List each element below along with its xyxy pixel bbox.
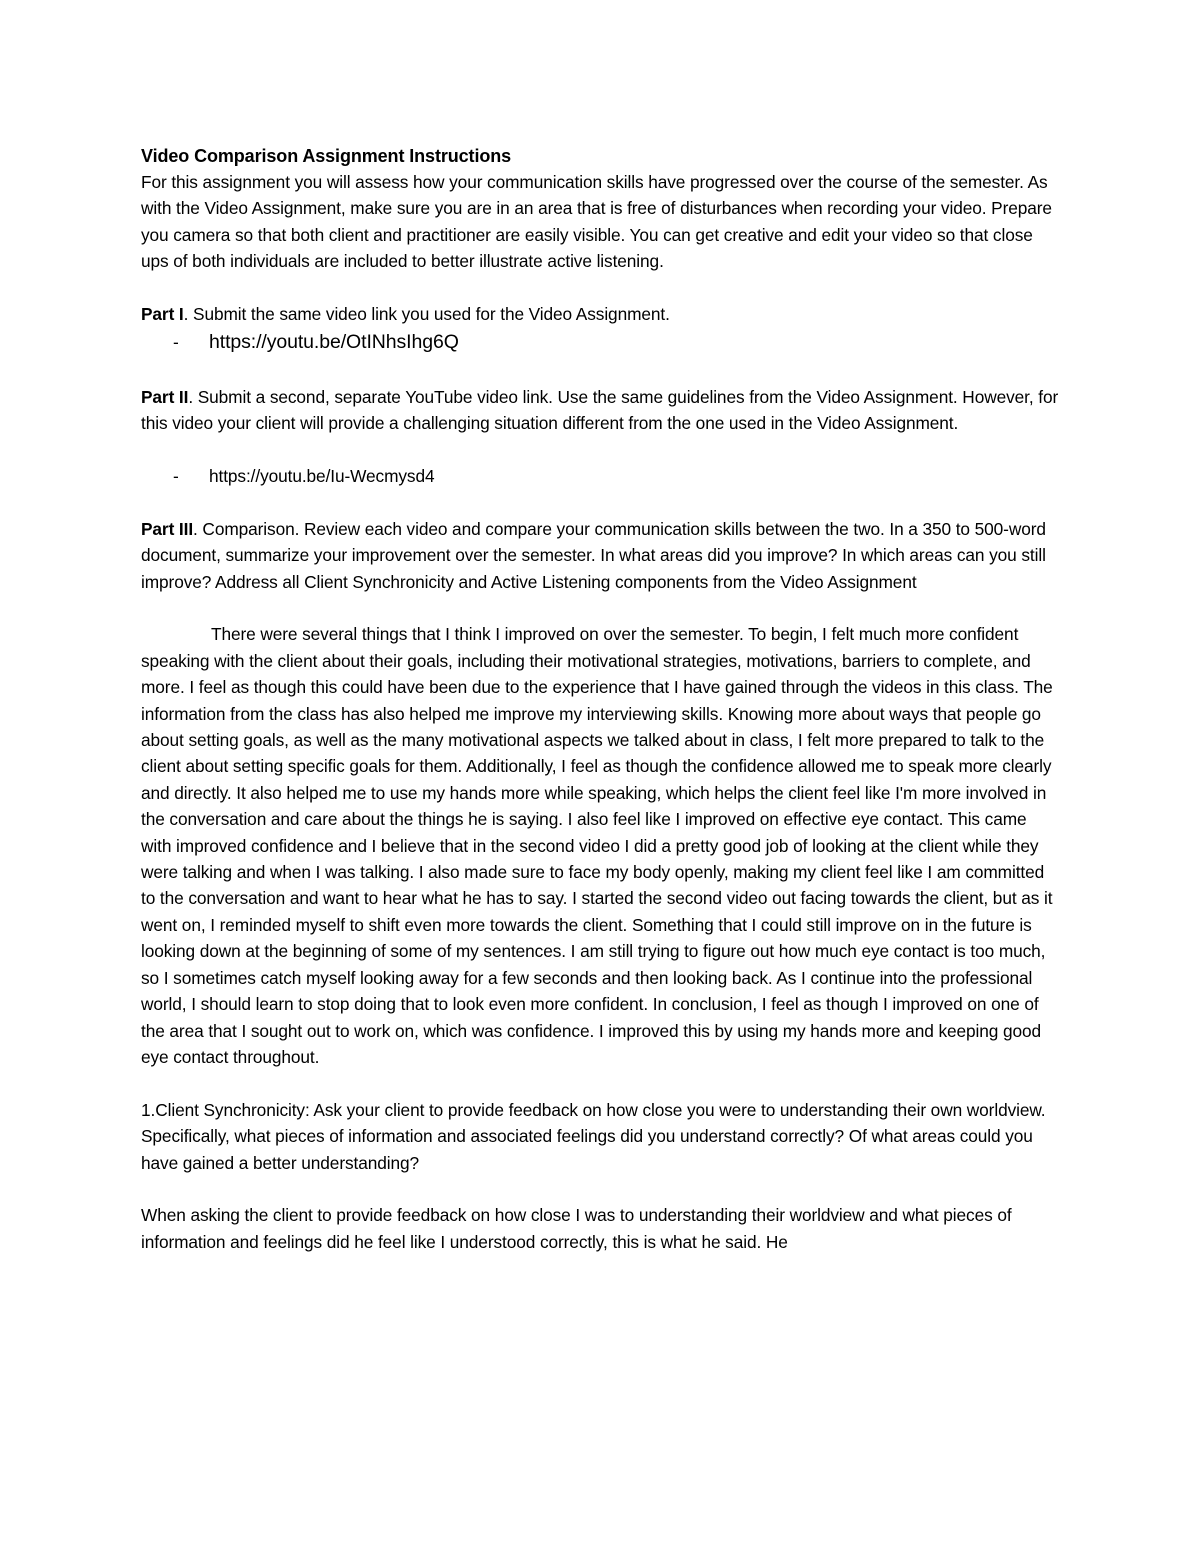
part3-paragraph (141, 516, 1061, 595)
spacer (141, 595, 1061, 621)
bullet-dash: - (173, 466, 179, 487)
document-page (141, 143, 1061, 1255)
bullet-dash: - (173, 332, 179, 353)
part2-paragraph (141, 384, 1061, 437)
part1-bullet (141, 327, 1061, 357)
part2-video-link[interactable]: https://youtu.be/Iu-Wecmysd4 (209, 466, 435, 487)
essay-paragraph: There were several things that I think I improved on over the semester. To begin, I felt much more confident speaking with the client about their goals, including their motivational strategies, motivations, barriers to complete, and more. I feel as though this could have been due to the experience that I have gained through the videos in this class. The information from the class has also helped me improve my interviewing skills. Knowing more about ways that people go about setting goals, as well as the many motivational aspects we talked about in class, I felt more prepared to talk to the client about setting specific goals for them. Additionally, I feel as though the confidence allowed me to speak more clearly and directly. It also helped me to use my hands more while speaking, which helps the client feel like I'm more involved in the conversation and care about the things he is saying. I also feel like I improved on effective eye contact. This came with improved confidence and I believe that in the second video I did a pretty good job of looking at the client while they were talking and when I was talking. I also made sure to face my body openly, making my client feel like I am committed to the conversation and want to hear what he has to say. I started the second video out facing towards the client, but as it went on, I reminded myself to shift even more towards the client. Something that I could still improve on in the future is looking down at the beginning of some of my sentences. I am still trying to figure out how much eye contact is too much, so I sometimes catch myself looking away for a few seconds and then looking back. As I continue into the professional world, I should learn to stop doing that to look even more confident. In conclusion, I feel as though I improved on one of the area that I sought out to work on, which was confidence. I improved this by using my hands more and keeping good eye contact throughout. (141, 624, 1053, 1067)
spacer (141, 357, 1061, 383)
document-title: Video Comparison Assignment Instructions (141, 146, 512, 166)
part2-bullet (141, 463, 1061, 489)
spacer (141, 1176, 1061, 1202)
spacer (141, 1070, 1061, 1096)
spacer (141, 489, 1061, 515)
part3-label: Part III (141, 518, 194, 539)
part1-label: Part I (141, 304, 184, 325)
part1-video-link[interactable]: https://youtu.be/OtINhsIhg6Q (209, 331, 459, 354)
part1-text: . Submit the same video link you used for the Video Assignment. (183, 304, 670, 325)
intro-paragraph: For this assignment you will assess how your communication skills have progressed over the course of the semester. As with the Video Assignment, make sure you are in an area that is free of disturbances when recording your video. Prepare you camera so that both client and practitioner are easily visible. You can get creative and edit your video so that close ups of both individuals are included to better illustrate active listening. (141, 172, 1052, 272)
spacer (141, 275, 1061, 301)
part3-text: . Comparison. Review each video and compare your communication skills between the two. In a 350 to 500-word document, summarize your improvement over the semester. In what areas did you improve? In which areas can you still improve? Address all Client Synchronicity and Active Listening components from the Video Assignment (141, 518, 1046, 592)
part2-text: . Submit a second, separate YouTube video link. Use the same guidelines from the Video Assignment. However, for this video your client will provide a challenging situation different from the one used in the Video Assignment. (141, 386, 1059, 434)
question1-paragraph: 1.Client Synchronicity: Ask your client to provide feedback on how close you were to understanding their own worldview. Specifically, what pieces of information and associated feelings did you understand correctly? Of what areas could you have gained a better understanding? (141, 1099, 1046, 1173)
part2-label: Part II (141, 386, 189, 407)
spacer (141, 437, 1061, 463)
answer1-paragraph: When asking the client to provide feedback on how close I was to understanding their worldview and what pieces of information and feelings did he feel like I understood correctly, this is what he said. He (141, 1205, 1012, 1252)
part1-paragraph (141, 301, 1061, 327)
